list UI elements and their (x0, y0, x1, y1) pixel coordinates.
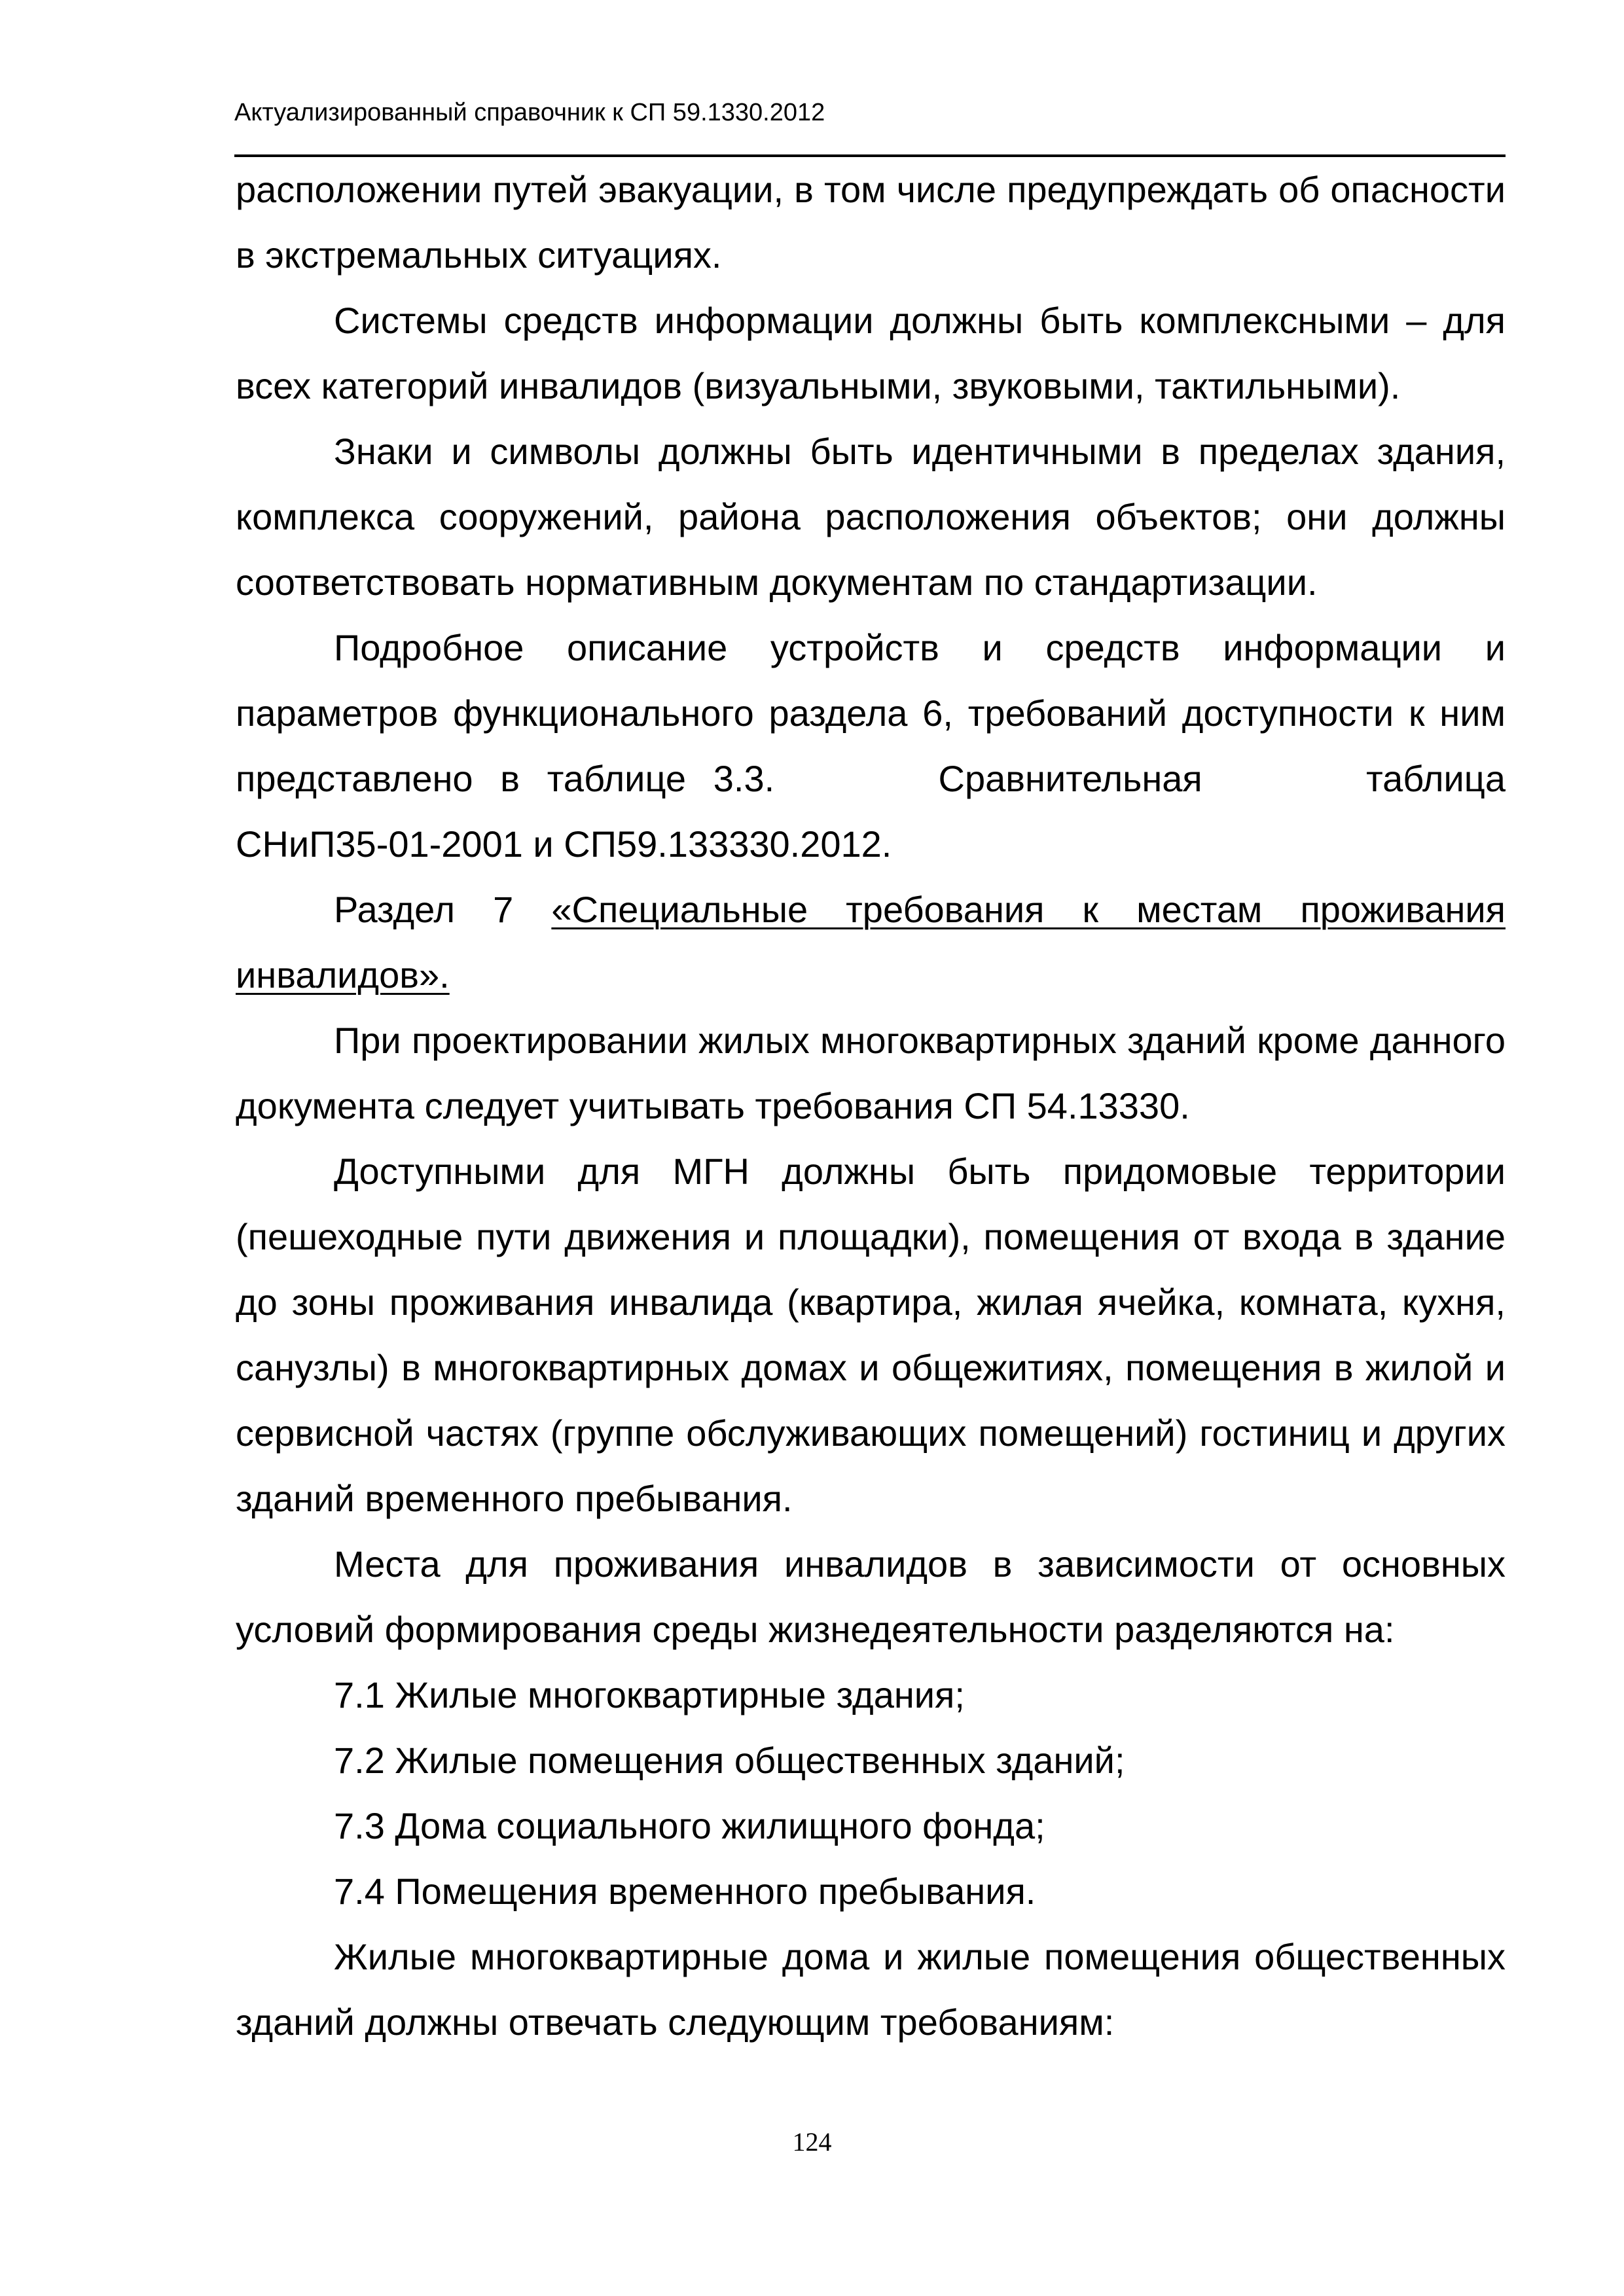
paragraph-information-systems: Системы средств информации должны быть комплексными – для всех категорий инвалидов (визуальными, звуковыми, тактильными). (236, 300, 1506, 406)
paragraph-accessible-areas: Доступными для МГН должны быть придомовые территории (пешеходные пути движения и площадки), помещения от входа в здание до зоны проживания инвалида (квартира, жилая ячейка, комната, кухня, санузлы) в многоквартирных домах и общежитиях, помещения в жилой и сервисной частях (группе обслуживающих помещений) гостиниц и других зданий временного пребывания. (236, 1151, 1506, 1519)
paragraph-residence-classification: Места для проживания инвалидов в зависимости от основных условий формирования среды жизнедеятельности разделяются на: (236, 1543, 1506, 1650)
list-item: 7.3 Дома социального жилищного фонда; (334, 1805, 1045, 1846)
running-header (234, 93, 1506, 157)
list-item: 7.2 Жилые помещения общественных зданий; (334, 1740, 1125, 1781)
section-7-title: «Специальные требования к местам проживания инвалидов». (236, 889, 1506, 996)
list-item: 7.4 Помещения временного пребывания. (334, 1871, 1036, 1912)
paragraph-detailed-description-tail: СНиП35-01-2001 и СП59.133330.2012. (236, 823, 892, 865)
paragraph-housing-requirements: Жилые многоквартирные дома и жилые помещения общественных зданий должны отвечать следующим требованиям: (236, 1936, 1506, 2043)
section-7-heading (236, 877, 1506, 1008)
paragraph-design-requirements: При проектировании жилых многоквартирных зданий кроме данного документа следует учитывать требования СП 54.13330. (236, 1020, 1506, 1126)
paragraph-detailed-description: Подробное описание устройств и средств информации и параметров функционального раздела 6, требований доступности к ним представлено в таблице 3.3. Сравнительная таблица (236, 627, 1516, 799)
body-text (236, 157, 1516, 2055)
paragraph-signs-symbols: Знаки и символы должны быть идентичными в пределах здания, комплекса сооружений, района расположения объектов; они должны соответствовать нормативным документам по стандартизации. (236, 431, 1506, 603)
paragraph-continuation: расположении путей эвакуации, в том числе предупреждать об опасности в экстремальных ситуациях. (236, 169, 1506, 276)
page-number: 124 (792, 2127, 832, 2157)
header-title: Актуализированный справочник к СП 59.1330.2012 (234, 99, 825, 126)
list-item: 7.1 Жилые многоквартирные здания; (334, 1674, 965, 1715)
section-7-prefix: Раздел 7 (334, 889, 552, 930)
